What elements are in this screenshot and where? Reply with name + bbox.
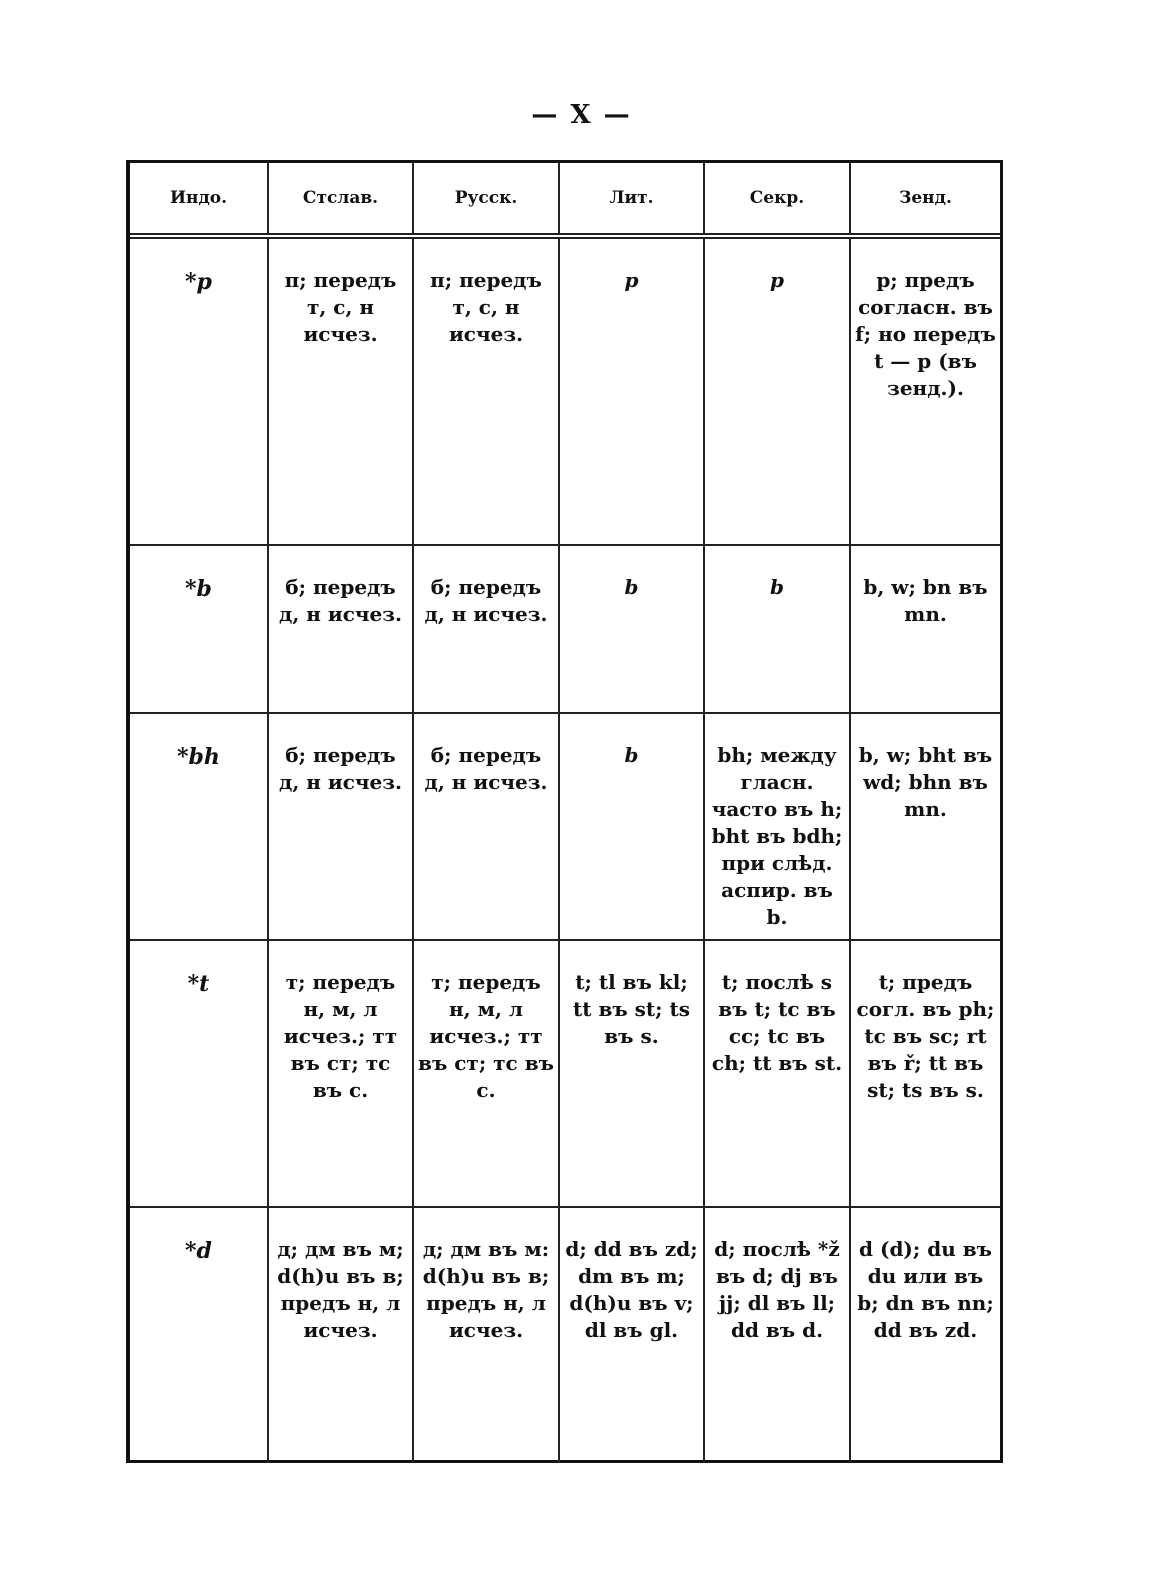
phonetic-correspondence-table	[126, 160, 1003, 1463]
table-header-row	[130, 163, 1000, 236]
table-cell: p; предъ согласн. въ f; но передъ t — p (въ зенд.).	[855, 268, 996, 400]
page-number: — X —	[531, 100, 632, 130]
root-cell: *d	[185, 1238, 212, 1264]
table-cell: t; послѣ s въ t; tc въ cc; tc въ ch; tt въ st.	[711, 970, 843, 1075]
root-cell: *t	[187, 971, 210, 997]
table-cell: b	[770, 575, 784, 599]
table-cell: д; дм въ м; d(h)u въ в; предъ н, л исчез.	[277, 1237, 404, 1342]
table-row	[130, 1207, 1000, 1463]
table-cell: т; передъ н, м, л исчез.; тт въ ст; тс въ с.	[283, 970, 398, 1102]
table-cell: p	[770, 268, 784, 292]
table-row	[130, 940, 1000, 1207]
table-cell: b, w; bn въ mn.	[863, 575, 988, 626]
table-cell: б; передъ д, н исчез.	[424, 575, 548, 626]
table-cell: д; дм въ м: d(h)u въ в; предъ н, л исчез.	[422, 1237, 550, 1342]
column-header-russk: Русск.	[413, 163, 559, 236]
table-cell: b	[624, 743, 639, 767]
table-cell: б; передъ д, н исчез.	[279, 575, 402, 626]
table-row	[130, 236, 1000, 545]
column-header-zend: Зенд.	[850, 163, 1000, 236]
table-cell: bh; между гласн. часто въ h; bht въ bdh; при слѣд. аспир. въ b.	[711, 743, 843, 929]
root-cell: *bh	[177, 744, 220, 770]
table-cell: п; передъ т, с, н исчез.	[430, 268, 542, 346]
column-header-sskr: Секр.	[704, 163, 850, 236]
table-cell: d; dd въ zd; dm въ m; d(h)u въ v; dl въ gl.	[565, 1237, 698, 1342]
table-cell: b	[624, 575, 639, 599]
table-row	[130, 545, 1000, 713]
table-row	[130, 713, 1000, 940]
column-header-lit: Лит.	[559, 163, 704, 236]
table-cell: т; передъ н, м, л исчез.; тт въ ст; тс въ с.	[418, 970, 554, 1102]
root-cell: *b	[185, 576, 212, 602]
column-header-stslav: Стслав.	[268, 163, 413, 236]
table-cell: d (d); du въ du или въ b; dn въ nn; dd въ zd.	[857, 1237, 994, 1342]
table-cell: б; передъ д, н исчез.	[279, 743, 402, 794]
table-cell: б; передъ д, н исчез.	[424, 743, 548, 794]
table-cell: t; tl въ kl; tt въ st; ts въ s.	[573, 970, 690, 1048]
table-cell: b, w; bht въ wd; bhn въ mn.	[858, 743, 993, 821]
table-cell: d; послѣ *ž въ d; dj въ jj; dl въ ll; dd въ d.	[714, 1237, 840, 1342]
column-header-indo: Индо.	[130, 163, 268, 236]
root-cell: *p	[185, 269, 212, 295]
table-cell: t; предъ согл. въ ph; tc въ sc; rt въ ř; tt въ st; ts въ s.	[856, 970, 995, 1102]
table-cell: p	[624, 268, 639, 292]
table-cell: п; передъ т, с, н исчез.	[284, 268, 397, 346]
